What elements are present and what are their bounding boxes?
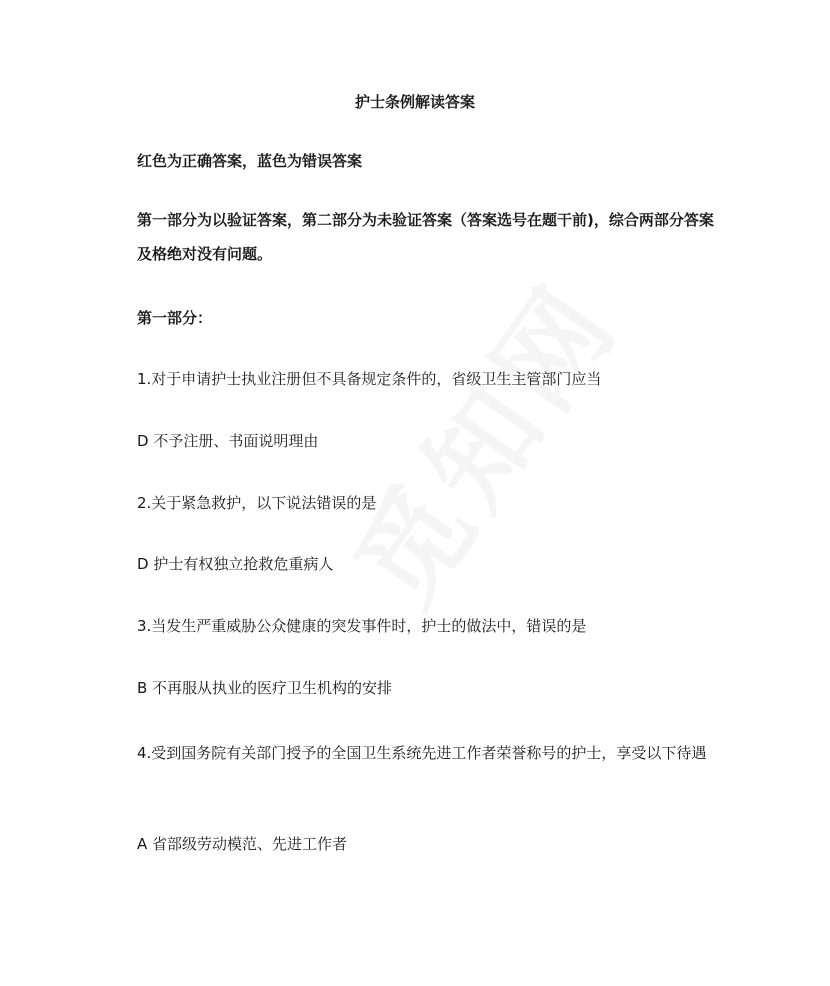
- answer-legend: 红色为正确答案，蓝色为错误答案: [137, 152, 363, 170]
- question-1: 1.对于申请护士执业注册但不具备规定条件的，省级卫生主管部门应当: [137, 370, 602, 388]
- answer-4: A 省部级劳动模范、先进工作者: [137, 835, 348, 853]
- watermark: [312, 246, 648, 632]
- answer-1: D 不予注册、书面说明理由: [137, 432, 319, 450]
- answer-3: B 不再服从执业的医疗卫生机构的安排: [137, 679, 393, 697]
- intro-paragraph: 第一部分为以验证答案，第二部分为未验证答案（答案选号在题干前)，综合两部分答案及格绝对没有问题。: [137, 211, 714, 263]
- question-3: 3.当发生严重威胁公众健康的突发事件时，护士的做法中，错误的是: [137, 617, 587, 635]
- answer-2: D 护士有权独立抢救危重病人: [137, 555, 334, 573]
- question-4: 4.受到国务院有关部门授予的全国卫生系统先进工作者荣誉称号的护士，享受以下待遇: [137, 744, 707, 762]
- question-2: 2.关于紧急救护，以下说法错误的是: [137, 494, 377, 512]
- document-title: 护士条例解读答案: [354, 93, 475, 111]
- section-heading: 第一部分：: [137, 309, 213, 327]
